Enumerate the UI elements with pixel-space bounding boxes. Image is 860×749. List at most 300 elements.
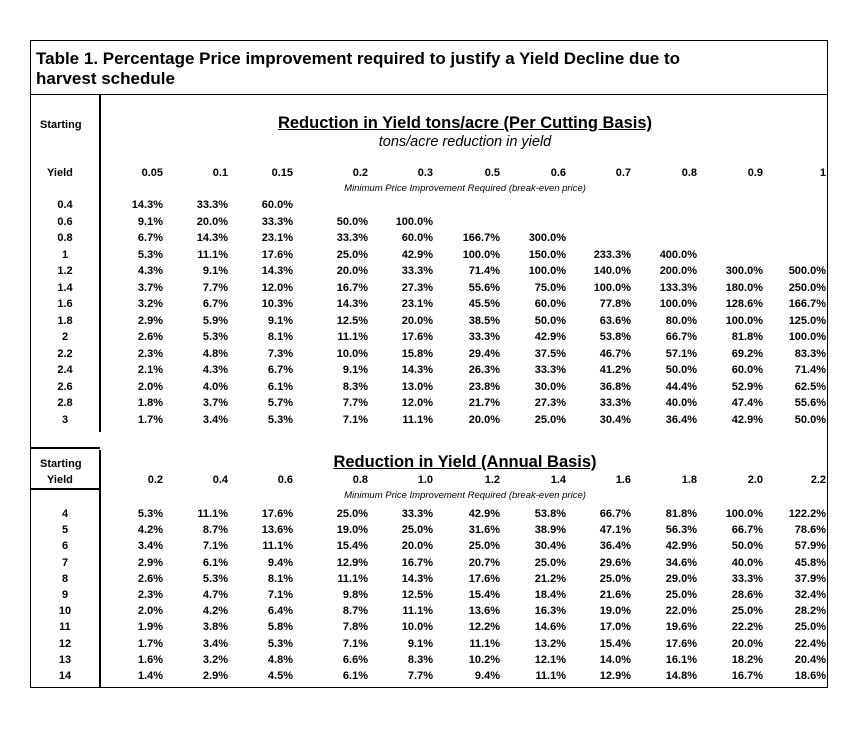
table-cell: 14.0% — [599, 653, 631, 666]
table-cell: 12.9% — [599, 670, 631, 682]
t2-yield-label: Yield — [47, 474, 73, 486]
table-cell: 42.9% — [534, 331, 566, 343]
table-cell: 22.4% — [794, 637, 826, 650]
table-cell: 71.4% — [794, 364, 826, 376]
table-cell: 25.0% — [401, 524, 433, 537]
table-cell: 16.7% — [336, 281, 368, 294]
table-cell: 29.4% — [468, 347, 500, 360]
table-cell: 133.3% — [659, 281, 697, 294]
table-cell: 18.2% — [731, 653, 763, 666]
table-cell: 25.0% — [534, 413, 566, 426]
table-cell: 63.6% — [599, 314, 631, 327]
column-header: 1 — [819, 167, 826, 179]
table-cell: 5.3% — [267, 637, 293, 650]
table-cell: 2.0% — [137, 605, 163, 618]
table-cell: 57.1% — [665, 347, 697, 360]
table-cell: 22.2% — [731, 621, 763, 634]
table-cell: 22.0% — [665, 605, 697, 618]
table-cell: 25.0% — [534, 556, 566, 569]
table-cell: 38.9% — [534, 524, 566, 537]
table-cell: 4.3% — [202, 364, 228, 376]
table-cell: 2.9% — [202, 670, 228, 682]
table-cell: 25.0% — [665, 589, 697, 601]
column-header: 0.7 — [615, 167, 631, 179]
table-cell: 7.8% — [342, 621, 368, 634]
table-cell: 12.0% — [401, 397, 433, 409]
table-cell: 17.6% — [468, 572, 500, 585]
table-cell: 14.3% — [131, 199, 163, 211]
table-cell: 20.7% — [468, 556, 500, 569]
table-cell: 28.6% — [731, 589, 763, 601]
table-cell: 34.6% — [665, 556, 697, 569]
table-cell: 11.1% — [402, 413, 433, 426]
table-cell: 11.1% — [535, 670, 566, 682]
table-cell: 38.5% — [468, 314, 500, 327]
table-cell: 10.0% — [336, 347, 368, 360]
table-cell: 4.5% — [267, 670, 293, 682]
column-header: 0.8 — [681, 167, 697, 179]
table-cell: 42.9% — [731, 413, 763, 426]
row-yield-label: 10 — [58, 605, 72, 618]
table-cell: 2.9% — [137, 314, 163, 327]
table-cell: 12.1% — [534, 653, 566, 666]
table-cell: 33.3% — [196, 199, 228, 211]
table-cell: 6.4% — [267, 605, 293, 618]
table-cell: 5.8% — [267, 621, 293, 634]
row-yield-label: 6 — [61, 540, 69, 553]
table-cell: 12.5% — [401, 589, 433, 601]
table-cell: 29.0% — [665, 572, 697, 585]
table-cell: 6.1% — [267, 380, 293, 393]
table-cell: 9.8% — [342, 589, 368, 601]
table-cell: 500.0% — [788, 265, 826, 277]
table-cell: 50.0% — [794, 413, 826, 426]
table-cell: 166.7% — [788, 298, 826, 310]
table-cell: 11.1% — [469, 637, 500, 650]
table-cell: 100.0% — [659, 298, 697, 310]
table-cell: 31.6% — [468, 524, 500, 537]
t1-heading: Reduction in Yield tons/acre (Per Cutting Basis) — [277, 114, 653, 132]
table-cell: 14.6% — [534, 621, 566, 634]
table-cell: 122.2% — [788, 508, 826, 520]
table-cell: 20.0% — [196, 215, 228, 228]
table-cell: 4.3% — [137, 265, 163, 277]
column-header: 0.6 — [550, 167, 566, 179]
table-cell: 140.0% — [593, 265, 631, 277]
table-cell: 66.7% — [731, 524, 763, 537]
table-cell: 1.8% — [137, 397, 163, 409]
table-cell: 128.6% — [725, 298, 763, 310]
table-cell: 400.0% — [659, 248, 697, 261]
table-cell: 11.1% — [337, 331, 368, 343]
table-cell: 9.1% — [342, 364, 368, 376]
table-cell: 7.7% — [202, 281, 228, 294]
table-cell: 45.8% — [794, 556, 826, 569]
table-cell: 13.6% — [468, 605, 500, 618]
table-cell: 4.2% — [202, 605, 228, 618]
table-cell: 180.0% — [725, 281, 763, 294]
table-cell: 10.3% — [261, 298, 293, 310]
row-yield-label: 9 — [61, 589, 69, 601]
row-yield-label: 11 — [59, 621, 71, 634]
table-cell: 6.7% — [267, 364, 293, 376]
t2-heading: Reduction in Yield (Annual Basis) — [333, 453, 597, 471]
table-cell: 7.3% — [267, 347, 293, 360]
table-cell: 36.4% — [665, 413, 697, 426]
table-cell: 3.4% — [202, 413, 228, 426]
table-cell: 33.3% — [261, 215, 293, 228]
table-cell: 5.9% — [202, 314, 228, 327]
table-cell: 20.0% — [468, 413, 500, 426]
table-cell: 42.9% — [401, 248, 433, 261]
column-header: 0.5 — [484, 167, 500, 179]
table-cell: 4.8% — [202, 347, 228, 360]
table-cell: 14.3% — [336, 298, 368, 310]
table-cell: 83.3% — [794, 347, 826, 360]
table-cell: 50.0% — [534, 314, 566, 327]
table-cell: 25.0% — [468, 540, 500, 553]
table-cell: 6.6% — [342, 653, 368, 666]
table-cell: 16.1% — [665, 653, 697, 666]
table-cell: 36.8% — [599, 380, 631, 393]
table-cell: 7.7% — [407, 670, 433, 682]
column-header: 0.2 — [147, 474, 163, 486]
table-cell: 9.1% — [407, 637, 433, 650]
table-cell: 6.1% — [342, 670, 368, 682]
row-yield-label: 14 — [58, 670, 72, 682]
table-cell: 9.4% — [267, 556, 293, 569]
t2-top-left-rule — [30, 447, 100, 449]
column-header: 0.3 — [417, 167, 433, 179]
table-cell: 4.7% — [202, 589, 228, 601]
table-cell: 19.0% — [599, 605, 631, 618]
table-cell: 37.9% — [794, 572, 826, 585]
table-cell: 23.1% — [261, 232, 293, 244]
t1-subheading: tons/acre reduction in yield — [378, 134, 552, 150]
row-yield-label: 12 — [58, 637, 72, 650]
table-cell: 29.6% — [599, 556, 631, 569]
table-cell: 1.7% — [137, 637, 163, 650]
table-cell: 71.4% — [468, 265, 500, 277]
table-cell: 7.1% — [342, 637, 368, 650]
row-yield-label: 2.6 — [57, 380, 73, 393]
table-cell: 100.0% — [528, 265, 566, 277]
row-yield-label: 0.4 — [57, 199, 73, 211]
table-cell: 8.1% — [267, 572, 293, 585]
table-cell: 100.0% — [725, 314, 763, 327]
column-header: 1.0 — [417, 474, 433, 486]
table-cell: 16.3% — [534, 605, 566, 618]
column-header: 0.2 — [352, 167, 368, 179]
table-cell: 56.3% — [665, 524, 697, 537]
table-cell: 2.9% — [137, 556, 163, 569]
table-cell: 37.5% — [534, 347, 566, 360]
table-cell: 25.0% — [599, 572, 631, 585]
table-cell: 100.0% — [788, 331, 826, 343]
table-cell: 33.3% — [401, 508, 433, 520]
table-cell: 28.2% — [794, 605, 826, 618]
table-cell: 20.0% — [401, 314, 433, 327]
title-line-2: harvest schedule — [36, 69, 175, 88]
table-cell: 17.6% — [401, 331, 433, 343]
table-cell: 16.7% — [401, 556, 433, 569]
row-yield-label: 2.4 — [57, 364, 73, 376]
table-cell: 5.3% — [137, 508, 163, 520]
table-cell: 62.5% — [794, 380, 826, 393]
table-cell: 66.7% — [665, 331, 697, 343]
table-cell: 7.1% — [267, 589, 293, 601]
table-cell: 200.0% — [659, 265, 697, 277]
table-cell: 300.0% — [725, 265, 763, 277]
column-header: 1.2 — [484, 474, 500, 486]
table-cell: 11.1% — [197, 248, 228, 261]
table-cell: 9.1% — [267, 314, 293, 327]
table-cell: 7.7% — [342, 397, 368, 409]
column-header: 0.8 — [352, 474, 368, 486]
column-header: 2.2 — [810, 474, 826, 486]
t2-header-rule — [30, 488, 100, 490]
table-cell: 2.3% — [137, 347, 163, 360]
row-yield-label: 7 — [61, 556, 69, 569]
table-cell: 25.0% — [336, 248, 368, 261]
table-cell: 100.0% — [725, 508, 763, 520]
table-cell: 300.0% — [528, 232, 566, 244]
table-cell: 10.0% — [401, 621, 433, 634]
table-cell: 9.1% — [202, 265, 228, 277]
table-cell: 18.4% — [534, 589, 566, 601]
table-cell: 4.8% — [267, 653, 293, 666]
row-yield-label: 2 — [61, 331, 69, 343]
table-cell: 2.0% — [137, 380, 163, 393]
table-cell: 60.0% — [401, 232, 433, 244]
table-cell: 125.0% — [788, 314, 826, 327]
row-yield-label: 1.2 — [57, 265, 73, 277]
table-cell: 17.6% — [665, 637, 697, 650]
table-cell: 1.6% — [137, 653, 163, 666]
table-cell: 33.3% — [731, 572, 763, 585]
table-cell: 25.0% — [731, 605, 763, 618]
table-cell: 21.2% — [534, 572, 566, 585]
row-yield-label: 1 — [61, 248, 69, 261]
table-cell: 9.1% — [137, 215, 163, 228]
row-yield-label: 1.4 — [57, 281, 73, 294]
column-header: 0.9 — [747, 167, 763, 179]
table-cell: 25.0% — [336, 508, 368, 520]
table-cell: 11.1% — [197, 508, 228, 520]
table-cell: 8.3% — [407, 653, 433, 666]
title-line-1: Table 1. Percentage Price improvement required to justify a Yield Decline due to — [36, 49, 680, 68]
table-cell: 53.8% — [534, 508, 566, 520]
table-cell: 52.9% — [731, 380, 763, 393]
table-cell: 233.3% — [593, 248, 631, 261]
table-cell: 3.8% — [202, 621, 228, 634]
table-cell: 23.8% — [468, 380, 500, 393]
table-cell: 33.3% — [599, 397, 631, 409]
table-cell: 47.4% — [731, 397, 763, 409]
table-cell: 150.0% — [528, 248, 566, 261]
t1-yield-label: Yield — [47, 167, 73, 179]
table-cell: 60.0% — [261, 199, 293, 211]
table-cell: 80.0% — [665, 314, 697, 327]
table-cell: 14.3% — [401, 364, 433, 376]
table-cell: 9.4% — [474, 670, 500, 682]
table-cell: 7.1% — [202, 540, 228, 553]
row-yield-label: 8 — [61, 572, 69, 585]
table-cell: 44.4% — [665, 380, 697, 393]
table-cell: 33.3% — [468, 331, 500, 343]
table-cell: 33.3% — [336, 232, 368, 244]
column-header: 2.0 — [747, 474, 763, 486]
table-cell: 8.1% — [267, 331, 293, 343]
column-header: 1.8 — [681, 474, 697, 486]
table-cell: 18.6% — [794, 670, 826, 682]
table-cell: 33.3% — [401, 265, 433, 277]
row-yield-label: 0.8 — [57, 232, 73, 244]
table-cell: 13.0% — [401, 380, 433, 393]
table-cell: 40.0% — [665, 397, 697, 409]
t2-starting-label: Starting — [40, 458, 82, 470]
table-cell: 19.0% — [336, 524, 368, 537]
table-cell: 3.2% — [202, 653, 228, 666]
table-cell: 30.4% — [534, 540, 566, 553]
table-cell: 12.2% — [468, 621, 500, 634]
table-cell: 55.6% — [468, 281, 500, 294]
table-cell: 50.0% — [665, 364, 697, 376]
table-cell: 8.3% — [342, 380, 368, 393]
table-cell: 7.1% — [342, 413, 368, 426]
table-cell: 10.2% — [468, 653, 500, 666]
column-header: 0.1 — [212, 167, 228, 179]
row-yield-label: 5 — [61, 524, 69, 537]
table-cell: 5.3% — [202, 572, 228, 585]
table-cell: 11.1% — [337, 572, 368, 585]
table-cell: 4.2% — [137, 524, 163, 537]
table-cell: 20.0% — [401, 540, 433, 553]
table-cell: 4.0% — [202, 380, 228, 393]
table-cell: 17.0% — [599, 621, 631, 634]
table-cell: 14.3% — [196, 232, 228, 244]
table-cell: 2.6% — [137, 331, 163, 343]
table-title — [30, 40, 828, 95]
table-cell: 78.6% — [794, 524, 826, 537]
t2-min-price-label: Minimum Price Improvement Required (break-even price) — [344, 490, 586, 501]
table-cell: 166.7% — [462, 232, 500, 244]
t2-yield-divider — [99, 450, 101, 688]
table-cell: 5.3% — [137, 248, 163, 261]
table-cell: 100.0% — [593, 281, 631, 294]
table-cell: 46.7% — [599, 347, 631, 360]
table-cell: 15.4% — [468, 589, 500, 601]
table-cell: 100.0% — [462, 248, 500, 261]
table-cell: 8.7% — [342, 605, 368, 618]
table-cell: 1.7% — [137, 413, 163, 426]
table-cell: 30.0% — [534, 380, 566, 393]
column-header: 1.4 — [550, 474, 566, 486]
table-cell: 14.8% — [665, 670, 697, 682]
table-cell: 53.8% — [599, 331, 631, 343]
column-header: 0.4 — [212, 474, 228, 486]
table-cell: 40.0% — [731, 556, 763, 569]
table-cell: 60.0% — [534, 298, 566, 310]
table-cell: 2.6% — [137, 572, 163, 585]
table-cell: 25.0% — [794, 621, 826, 634]
table-cell: 20.0% — [731, 637, 763, 650]
table-cell: 2.3% — [137, 589, 163, 601]
table-cell: 250.0% — [788, 281, 826, 294]
table-cell: 81.8% — [665, 508, 697, 520]
table-cell: 5.7% — [267, 397, 293, 409]
table-cell: 14.3% — [401, 572, 433, 585]
table-cell: 2.1% — [137, 364, 163, 376]
table-cell: 3.7% — [202, 397, 228, 409]
table-cell: 57.9% — [794, 540, 826, 553]
table-cell: 55.6% — [794, 397, 826, 409]
table-cell: 66.7% — [599, 508, 631, 520]
table-cell: 20.4% — [794, 653, 826, 666]
table-cell: 27.3% — [534, 397, 566, 409]
table-cell: 8.7% — [202, 524, 228, 537]
table-cell: 11.1% — [262, 540, 293, 553]
column-header: 1.6 — [615, 474, 631, 486]
table-cell: 15.4% — [336, 540, 368, 553]
table-cell: 14.3% — [261, 265, 293, 277]
table-cell: 36.4% — [599, 540, 631, 553]
table-cell: 15.8% — [401, 347, 433, 360]
table-cell: 1.4% — [137, 670, 163, 682]
table-cell: 50.0% — [731, 540, 763, 553]
t1-yield-divider — [99, 95, 101, 432]
table-cell: 27.3% — [401, 281, 433, 294]
table-cell: 6.7% — [137, 232, 163, 244]
row-yield-label: 2.8 — [57, 397, 73, 409]
table-cell: 15.4% — [599, 637, 631, 650]
table-cell: 17.6% — [261, 248, 293, 261]
table-cell: 6.1% — [202, 556, 228, 569]
table-cell: 3.2% — [137, 298, 163, 310]
table-cell: 5.3% — [267, 413, 293, 426]
t1-starting-label: Starting — [40, 119, 82, 131]
table-cell: 16.7% — [731, 670, 763, 682]
column-header: 0.05 — [141, 167, 163, 179]
table-cell: 11.1% — [402, 605, 433, 618]
table-cell: 42.9% — [665, 540, 697, 553]
table-cell: 17.6% — [261, 508, 293, 520]
table-cell: 3.7% — [137, 281, 163, 294]
table-cell: 19.6% — [665, 621, 697, 634]
table-cell: 41.2% — [599, 364, 631, 376]
row-yield-label: 4 — [61, 508, 69, 520]
table-cell: 13.6% — [261, 524, 293, 537]
table-cell: 30.4% — [599, 413, 631, 426]
table-cell: 3.4% — [137, 540, 163, 553]
table-cell: 12.5% — [336, 314, 368, 327]
row-yield-label: 0.6 — [57, 215, 73, 228]
table-cell: 50.0% — [336, 215, 368, 228]
table-cell: 100.0% — [395, 215, 433, 228]
column-header: 0.15 — [271, 167, 293, 179]
table-cell: 6.7% — [202, 298, 228, 310]
table-cell: 60.0% — [731, 364, 763, 376]
table-cell: 12.0% — [261, 281, 293, 294]
table-cell: 3.4% — [202, 637, 228, 650]
table-cell: 21.6% — [599, 589, 631, 601]
table-cell: 1.9% — [137, 621, 163, 634]
table-cell: 20.0% — [336, 265, 368, 277]
table-cell: 5.3% — [202, 331, 228, 343]
table-cell: 77.8% — [599, 298, 631, 310]
row-yield-label: 2.2 — [57, 347, 73, 360]
row-yield-label: 1.6 — [57, 298, 73, 310]
